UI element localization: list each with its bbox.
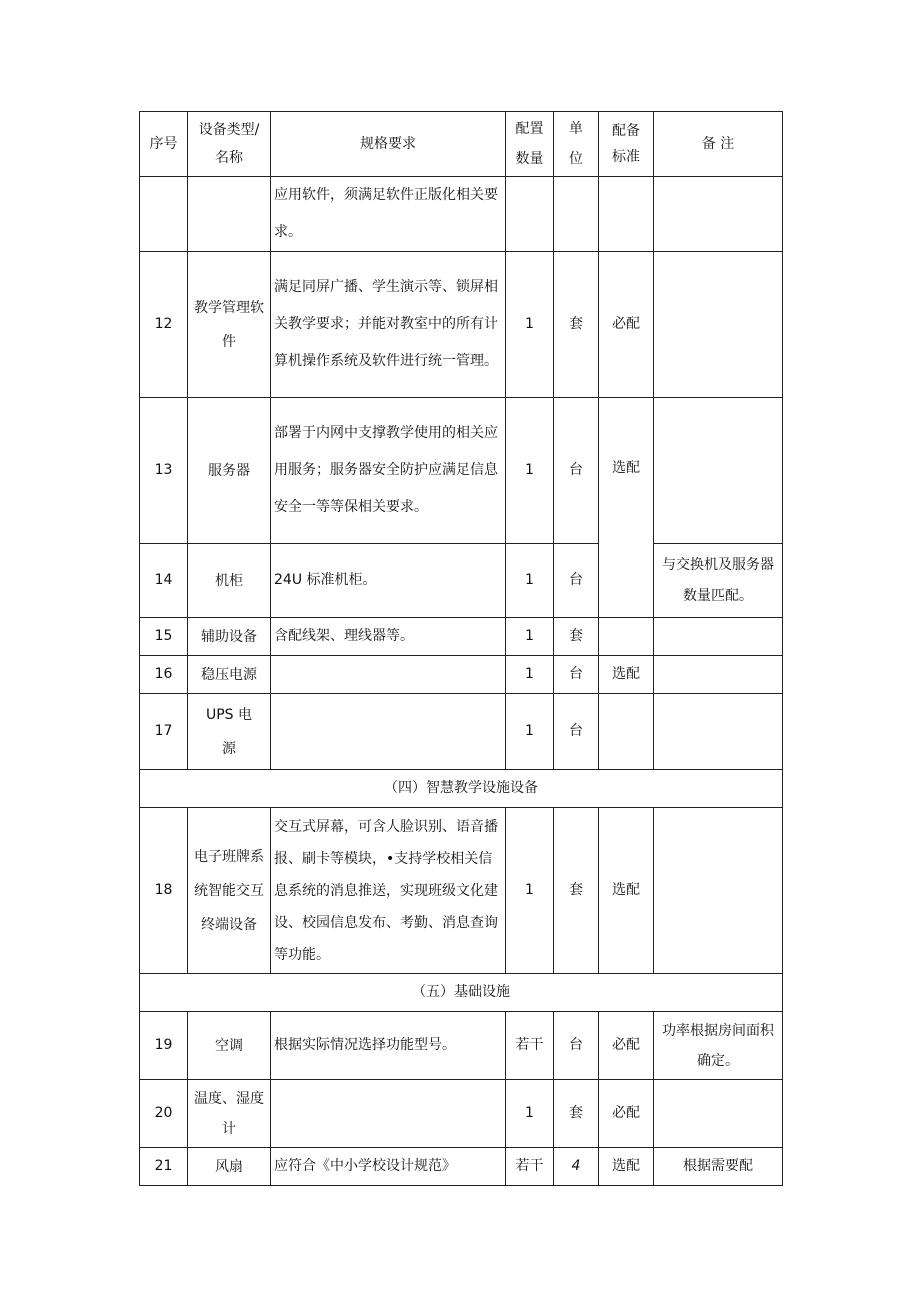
cell-no [140,177,188,252]
table-row-continued [140,177,783,252]
section-title-5: （五）基础设施 [140,974,783,1012]
section-title-4: （四）智慧教学设施设备 [140,770,783,808]
cell-unit [554,177,599,252]
cell-no: 21 [140,1148,188,1186]
cell-name: 电子班牌系统智能交互终端设备 [188,808,271,974]
cell-unit: 台 [554,694,599,770]
cell-qty: 1 [506,252,554,398]
header-unit [554,112,599,177]
cell-note [654,694,783,770]
cell-name: 教学管理软件 [188,252,271,398]
cell-note: 与交换机及服务器数量匹配。 [654,544,783,618]
cell-no: 18 [140,808,188,974]
header-type [188,112,271,177]
cell-qty: 1 [506,398,554,544]
cell-std [599,618,654,656]
cell-unit: 套 [554,808,599,974]
cell-unit: 套 [554,618,599,656]
cell-spec [271,694,506,770]
table-row [140,618,783,656]
cell-no: 16 [140,656,188,694]
header-type-line1: 设备类型/ [198,122,260,138]
cell-name: 辅助设备 [188,618,271,656]
table-row [140,252,783,398]
cell-unit: 台 [554,656,599,694]
header-std [599,112,654,177]
cell-qty: 若干 [506,1148,554,1186]
cell-std: 选配 [599,398,654,618]
cell-qty: 1 [506,694,554,770]
header-unit-line2: 位 [569,151,583,167]
section-row [140,974,783,1012]
cell-qty: 1 [506,808,554,974]
header-spec: 规格要求 [271,112,506,177]
header-qty-line2: 数量 [515,151,544,167]
cell-qty: 1 [506,1080,554,1148]
cell-name: 服务器 [188,398,271,544]
cell-std: 必配 [599,252,654,398]
cell-spec: 含配线架、理线器等。 [271,618,506,656]
cell-unit: 套 [554,1080,599,1148]
header-row [140,112,783,177]
cell-unit: 4 [554,1148,599,1186]
cell-spec [271,656,506,694]
header-std-line2: 标准 [612,149,640,165]
cell-std [599,177,654,252]
cell-note [654,398,783,544]
table-row [140,808,783,974]
cell-name: UPS 电源 [188,694,271,770]
cell-spec: 根据实际情况选择功能型号。 [271,1012,506,1080]
cell-unit: 台 [554,1012,599,1080]
cell-std [599,694,654,770]
cell-unit: 台 [554,398,599,544]
cell-note: 根据需要配 [654,1148,783,1186]
header-type-line2: 名称 [215,150,243,166]
cell-qty: 1 [506,618,554,656]
cell-spec: 应符合《中小学校设计规范》 [271,1148,506,1186]
cell-std: 选配 [599,808,654,974]
cell-std: 选配 [599,656,654,694]
header-qty-line1: 配置 [515,121,544,137]
cell-qty: 若干 [506,1012,554,1080]
cell-spec: 24U 标准机柜。 [271,544,506,618]
cell-note [654,808,783,974]
section-row [140,770,783,808]
cell-std: 选配 [599,1148,654,1186]
cell-spec: 满足同屏广播、学生演示等、锁屏相关教学要求；并能对教室中的所有计算机操作系统及软件进行统一管理。 [271,252,506,398]
cell-name: 温度、湿度计 [188,1080,271,1148]
cell-no: 17 [140,694,188,770]
cell-no: 19 [140,1012,188,1080]
equipment-table [139,111,783,1186]
header-unit-line1: 单 [569,121,583,137]
cell-note [654,252,783,398]
cell-qty [506,177,554,252]
cell-note [654,177,783,252]
cell-name: 机柜 [188,544,271,618]
cell-note [654,1080,783,1148]
cell-name: 稳压电源 [188,656,271,694]
cell-no: 12 [140,252,188,398]
cell-no: 15 [140,618,188,656]
cell-spec [271,1080,506,1148]
cell-no: 14 [140,544,188,618]
cell-name: 空调 [188,1012,271,1080]
cell-note [654,618,783,656]
cell-unit: 套 [554,252,599,398]
cell-unit: 台 [554,544,599,618]
table-row [140,398,783,544]
header-std-line1: 配备 [612,123,640,139]
cell-qty: 1 [506,544,554,618]
cell-spec: 应用软件，须满足软件正版化相关要求。 [271,177,506,252]
table-row [140,1080,783,1148]
header-qty [506,112,554,177]
cell-no: 20 [140,1080,188,1148]
cell-qty: 1 [506,656,554,694]
cell-name [188,177,271,252]
cell-spec: 交互式屏幕，可含人脸识别、语音播报、刷卡等模块，•支持学校相关信息系统的消息推送，实现班级文化建设、校园信息发布、考勤、消息查询等功能。 [271,808,506,974]
table-row [140,544,783,618]
header-no: 序号 [140,112,188,177]
cell-spec: 部署于内网中支撑教学使用的相关应用服务；服务器安全防护应满足信息安全一等等保相关要求。 [271,398,506,544]
cell-std: 必配 [599,1012,654,1080]
cell-no: 13 [140,398,188,544]
cell-name: 风扇 [188,1148,271,1186]
table-row [140,656,783,694]
header-note: 备 注 [654,112,783,177]
table-row [140,694,783,770]
cell-note: 功率根据房间面积确定。 [654,1012,783,1080]
cell-note [654,656,783,694]
table-row [140,1012,783,1080]
cell-std: 必配 [599,1080,654,1148]
table-row [140,1148,783,1186]
